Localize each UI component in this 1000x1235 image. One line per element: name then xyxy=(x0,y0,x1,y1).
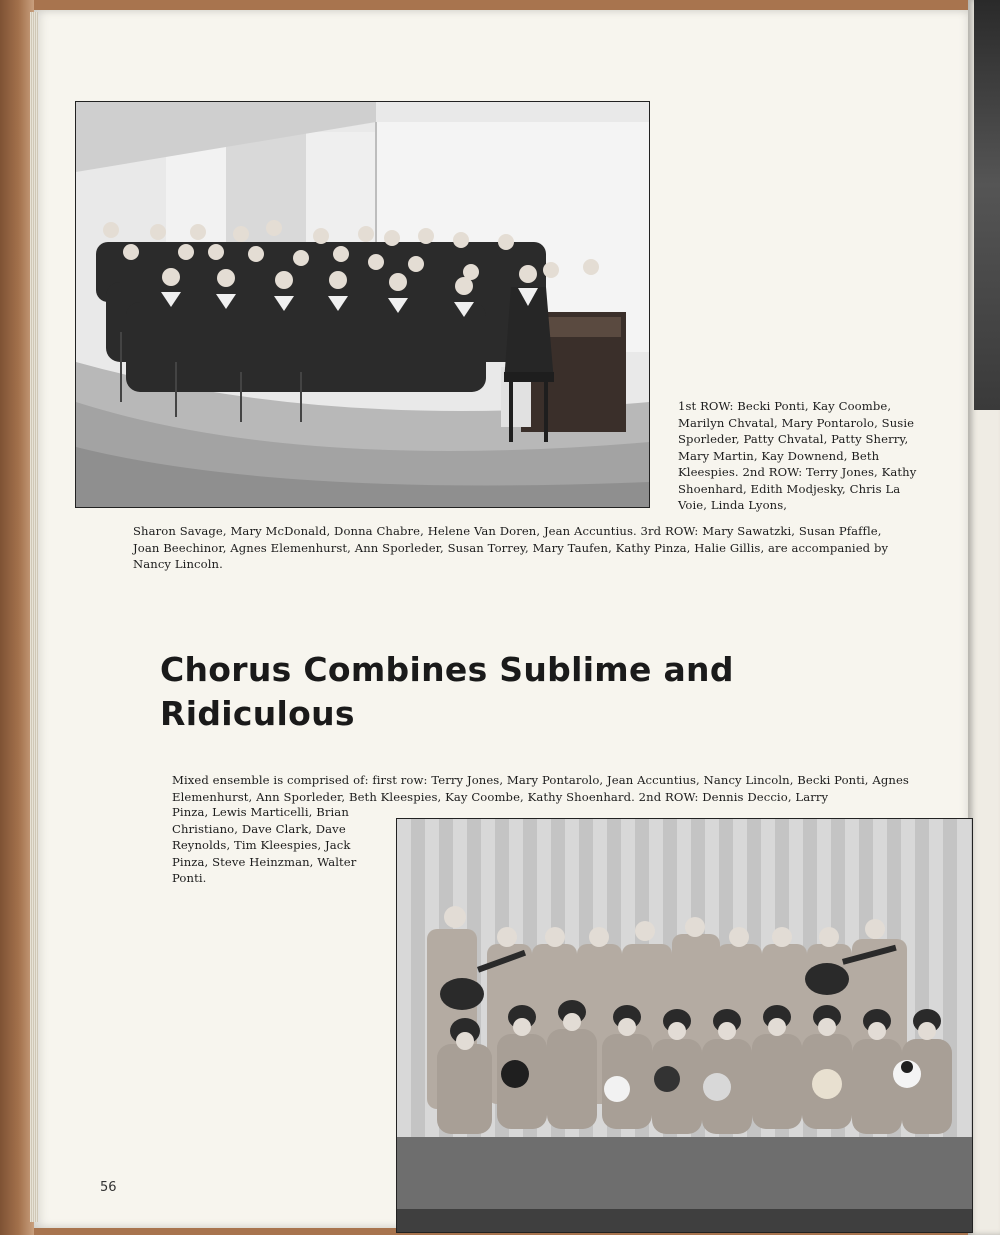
next-page-photo-strip xyxy=(974,0,1000,410)
page-headline: Chorus Combines Sublime and Ridiculous xyxy=(160,650,734,733)
ensemble-photo-illustration xyxy=(397,819,972,1232)
ensemble-photo xyxy=(396,818,973,1233)
choir-photo xyxy=(75,101,650,508)
ensemble-caption-wide: Mixed ensemble is comprised of: first row: Terry Jones, Mary Pontarolo, Jean Accuntius, Nancy Lincoln, Becki Ponti, Agnes Elemenhurst, Ann Sporleder, Beth Kleespies, Kay Coombe, Kathy Shoenhard. 2nd ROW: Dennis Deccio, Larry xyxy=(172,773,909,804)
page-edge-stack xyxy=(30,12,38,1222)
choir-photo-illustration xyxy=(76,102,649,507)
ensemble-caption-side: Pinza, Lewis Marticelli, Brian Christiano, Dave Clark, Dave Reynolds, Tim Kleespies, Jack Pinza, Steve Heinzman, Walter Ponti. xyxy=(172,805,357,885)
choir-caption-side: 1st ROW: Becki Ponti, Kay Coombe, Marilyn Chvatal, Mary Pontarolo, Susie Sporleder, Patty Chvatal, Patty Sherry, Mary Martin, Kay Downend, Beth Kleespies. 2nd ROW: Terry Jones, Kathy Shoenhard, Edith Modjesky, Chris La Voie, Linda Lyons, xyxy=(678,399,917,512)
page-number: 56 xyxy=(100,1180,117,1195)
book-binding xyxy=(0,0,34,1235)
choir-caption-wide: Sharon Savage, Mary McDonald, Donna Chabre, Helene Van Doren, Jean Accuntius. 3rd ROW: Mary Sawatzki, Susan Pfaffle, Joan Beechinor, Agnes Elemenhurst, Ann Sporleder, Susan Torrey, Mary Taufen, Kathy Pinza, Halie Gillis, are accompanied by Nancy Lincoln. xyxy=(133,524,889,571)
